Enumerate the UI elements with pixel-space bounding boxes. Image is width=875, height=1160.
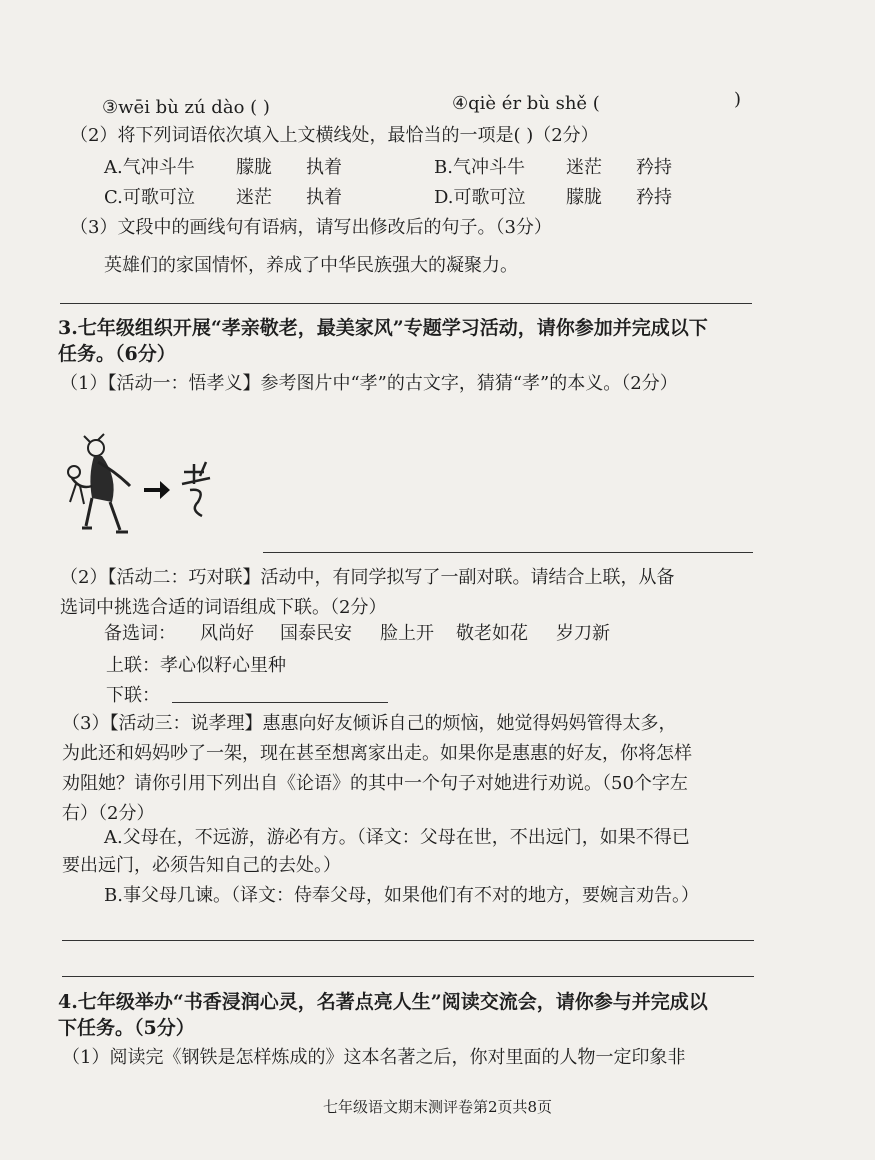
q3-option-b: B.事父母几谏。（译文：侍奉父母，如果他们有不对的地方，要婉言劝告。） bbox=[104, 885, 699, 906]
ancient-xiao-character-icon bbox=[182, 462, 210, 516]
section-divider bbox=[60, 303, 752, 304]
q3-activity2-line1: （2）【活动二：巧对联】活动中，有同学拟写了一副对联。请结合上联，从备 bbox=[60, 567, 675, 588]
q3-option-a-line1: A.父母在，不远游，游必有方。（译文：父母在世，不出远门，如果不得已 bbox=[104, 827, 690, 848]
option-c-word2: 迷茫 bbox=[236, 187, 272, 208]
section-divider bbox=[62, 976, 754, 977]
q4-title-line1: 4.七年级举办“书香浸润心灵，名著点亮人生”阅读交流会，请你参与并完成以 bbox=[58, 991, 708, 1013]
option-d-word3: 矜持 bbox=[636, 187, 672, 208]
option-b-word3: 矜持 bbox=[636, 157, 672, 178]
option-c-word3: 执着 bbox=[306, 187, 342, 208]
q3-title-line1: 3.七年级组织开展“孝亲敬老，最美家风”专题学习活动，请你参加并完成以下 bbox=[58, 317, 708, 339]
candidate-word: 敬老如花 bbox=[456, 623, 528, 644]
q3-activity3-line3: 劝阻她？请你引用下列出自《论语》的其中一个句子对她进行劝说。（50个字左 bbox=[62, 773, 688, 794]
q2-part2-stem: （2）将下列词语依次填入上文横线处，最恰当的一项是( )（2分） bbox=[70, 125, 599, 146]
couplet-lower-label: 下联： bbox=[106, 685, 160, 706]
right-arrow-icon bbox=[144, 481, 170, 499]
elder-carrying-child-illustration bbox=[58, 432, 228, 544]
candidate-word: 国泰民安 bbox=[280, 623, 352, 644]
q3-option-a-line2: 要出远门，必须告知自己的去处。） bbox=[62, 855, 341, 876]
q4-part1: （1）阅读完《钢铁是怎样炼成的》这本名著之后，你对里面的人物一定印象非 bbox=[62, 1047, 686, 1068]
option-d-word2: 朦胧 bbox=[566, 187, 602, 208]
candidate-word: 岁刀新 bbox=[556, 623, 610, 644]
q3-activity1: （1）【活动一：悟孝义】参考图片中“孝”的古文字，猜猜“孝”的本义。（2分） bbox=[60, 373, 678, 394]
couplet-lower-answer-line[interactable] bbox=[172, 702, 388, 703]
option-b-label: B.气冲斗牛 bbox=[434, 157, 525, 178]
activity1-answer-line[interactable] bbox=[263, 552, 753, 553]
option-d-label: D.可歌可泣 bbox=[434, 187, 526, 208]
q3-title-line2: 任务。（6分） bbox=[58, 343, 176, 365]
option-a-label: A.气冲斗牛 bbox=[104, 157, 195, 178]
q2-part3-stem: （3）文段中的画线句有语病，请写出修改后的句子。（3分） bbox=[70, 217, 552, 238]
option-row-cd bbox=[104, 186, 744, 210]
q3-activity2-line2: 选词中挑选合适的词语组成下联。（2分） bbox=[60, 597, 387, 618]
option-a-word3: 执着 bbox=[306, 157, 342, 178]
option-c-label: C.可歌可泣 bbox=[104, 187, 195, 208]
activity3-answer-line[interactable] bbox=[62, 940, 754, 941]
candidates-label: 备选词： bbox=[104, 623, 176, 644]
q2-part3-sentence: 英雄们的家国情怀，养成了中华民族强大的凝聚力。 bbox=[104, 255, 518, 276]
page-footer: 七年级语文期末测评卷第2页共8页 bbox=[322, 1098, 553, 1116]
option-a-word2: 朦胧 bbox=[236, 157, 272, 178]
pinyin-item-3: ③wēi bù zú dào ( ) bbox=[102, 97, 270, 118]
q3-activity3-line2: 为此还和妈妈吵了一架，现在甚至想离家出走。如果你是惠惠的好友，你将怎样 bbox=[62, 743, 692, 764]
pinyin-item-4-close: ) bbox=[734, 89, 742, 110]
pinyin-item-4: ④qiè ér bù shě ( bbox=[452, 93, 600, 114]
q4-title-line2: 下任务。（5分） bbox=[58, 1017, 195, 1039]
candidate-word: 风尚好 bbox=[200, 623, 254, 644]
option-b-word2: 迷茫 bbox=[566, 157, 602, 178]
q3-activity3-line1: （3）【活动三：说孝理】惠惠向好友倾诉自己的烦恼，她觉得妈妈管得太多， bbox=[62, 713, 677, 734]
couplet-upper: 上联：孝心似籽心里种 bbox=[106, 655, 286, 676]
option-row-ab bbox=[104, 156, 744, 180]
candidate-words bbox=[104, 622, 664, 646]
q3-activity3-line4: 右）（2分） bbox=[62, 803, 155, 824]
candidate-word: 脸上开 bbox=[380, 623, 434, 644]
